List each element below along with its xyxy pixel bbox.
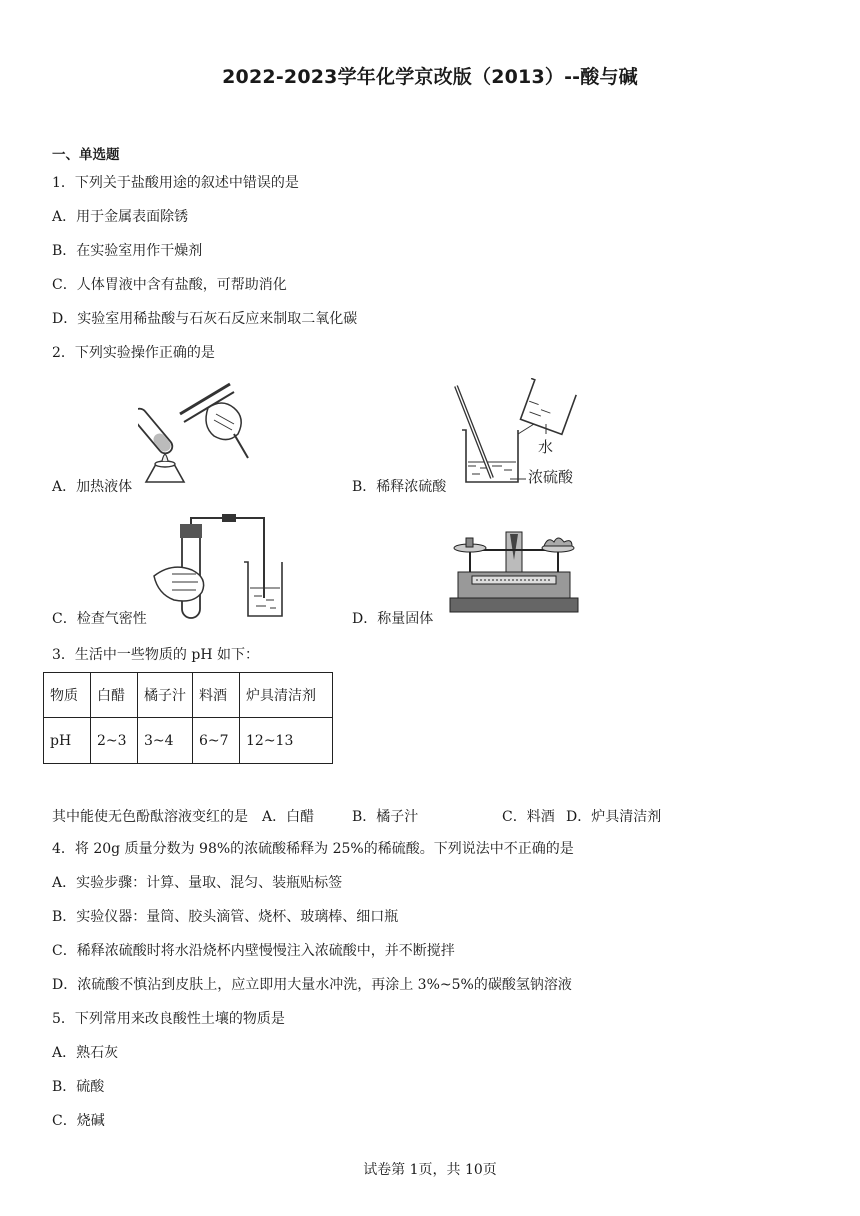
table-cell: pH (44, 718, 91, 764)
question-4-option-d: D．浓硫酸不慎沾到皮肤上，应立即用大量水冲洗，再涂上 3%~5%的碳酸氢钠溶液 (52, 977, 572, 993)
question-4-option-b: B．实验仪器：量筒、胶头滴管、烧杯、玻璃棒、细口瓶 (52, 909, 399, 925)
table-cell: 12~13 (240, 718, 333, 764)
airtightness-figure (150, 514, 284, 622)
question-2-stem: 2．下列实验操作正确的是 (52, 345, 215, 361)
acid-label: 浓硫酸 (528, 468, 574, 486)
question-4-stem: 4．将 20g 质量分数为 98%的浓硫酸稀释为 25%的稀硫酸。下列说法中不正确的是 (52, 841, 574, 857)
table-cell: 2~3 (91, 718, 138, 764)
question-4-option-a: A．实验步骤：计算、量取、混匀、装瓶贴标签 (52, 875, 343, 891)
question-5-stem: 5．下列常用来改良酸性土壤的物质是 (52, 1011, 285, 1027)
table-cell: 橘子汁 (138, 673, 193, 718)
page-title: 2022-2023学年化学京改版（2013）--酸与碱 (222, 66, 638, 88)
question-1-option-a: A．用于金属表面除锈 (52, 209, 189, 225)
section-heading: 一、单选题 (52, 147, 120, 163)
question-5-option-a: A．熟石灰 (52, 1045, 119, 1061)
question-3-option-a: A．白醋 (262, 809, 315, 825)
question-1-stem: 1．下列关于盐酸用途的叙述中错误的是 (52, 175, 299, 191)
table-cell: 炉具清洁剂 (240, 673, 333, 718)
question-1-option-b: B．在实验室用作干燥剂 (52, 243, 203, 259)
table-row (44, 718, 333, 764)
table-cell: 物质 (44, 673, 91, 718)
dilute-acid-figure (452, 378, 598, 490)
question-1-option-c: C．人体胃液中含有盐酸，可帮助消化 (52, 277, 287, 293)
question-2-option-a: A．加热液体 (52, 479, 133, 495)
question-2-option-b: B．稀释浓硫酸 (352, 479, 447, 495)
question-3-option-d: D．炉具清洁剂 (566, 809, 662, 825)
question-3-option-b: B．橘子汁 (352, 809, 419, 825)
question-3-prompt: 其中能使无色酚酞溶液变红的是 (52, 809, 248, 825)
question-3-option-c: C．料酒 (502, 809, 555, 825)
page-footer: 试卷第 1页，共 10页 (363, 1162, 497, 1178)
question-5-option-b: B．硫酸 (52, 1079, 105, 1095)
table-cell: 6~7 (193, 718, 240, 764)
balance-figure (448, 528, 580, 614)
ph-table (43, 672, 333, 764)
question-4-option-c: C．稀释浓硫酸时将水沿烧杯内壁慢慢注入浓硫酸中，并不断搅拌 (52, 943, 455, 959)
question-5-option-c: C．烧碱 (52, 1113, 105, 1129)
question-1-option-d: D．实验室用稀盐酸与石灰石反应来制取二氧化碳 (52, 311, 358, 327)
table-row (44, 673, 333, 718)
table-cell: 料酒 (193, 673, 240, 718)
heating-liquid-figure (138, 378, 266, 494)
table-cell: 白醋 (91, 673, 138, 718)
table-cell: 3~4 (138, 718, 193, 764)
question-2-option-d: D．称量固体 (352, 611, 434, 627)
question-2-option-c: C．检查气密性 (52, 611, 147, 627)
question-3-stem: 3．生活中一些物质的 pH 如下： (52, 647, 259, 663)
water-label: 水 (538, 438, 554, 456)
